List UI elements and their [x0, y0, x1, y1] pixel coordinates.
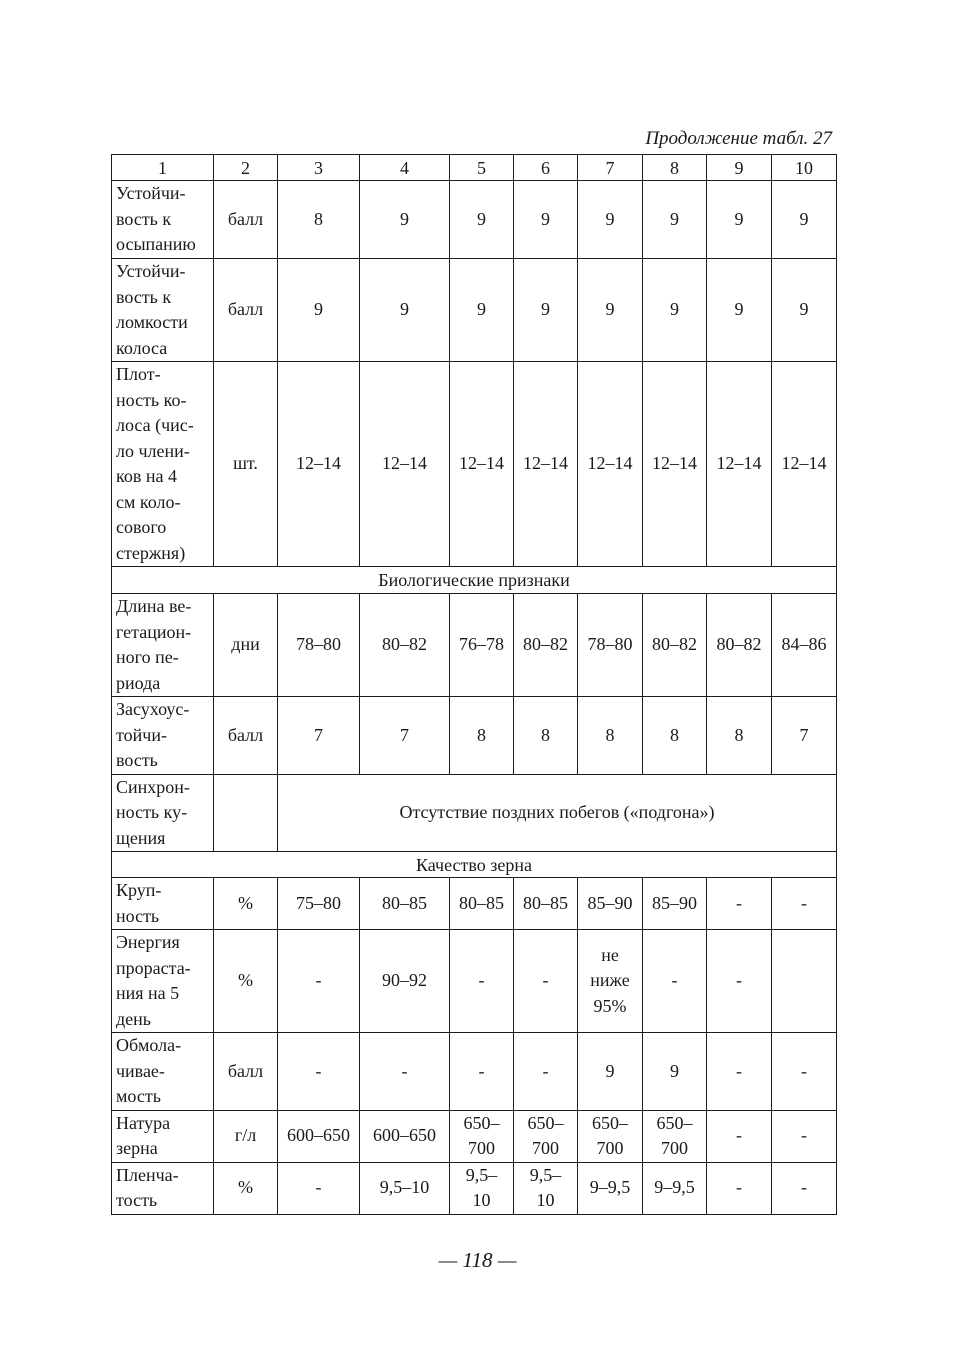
value-cell-text: 9	[799, 208, 809, 229]
value-cell	[578, 362, 643, 567]
header-cell: 3	[278, 155, 360, 181]
value-cell	[278, 697, 360, 775]
value-cell	[514, 697, 578, 775]
value-cell	[450, 1033, 514, 1111]
value-cell-text: -	[736, 1125, 742, 1146]
unit-cell	[214, 259, 278, 362]
header-cell: 7	[578, 155, 643, 181]
value-cell	[707, 878, 772, 930]
value-cell-text: 650– 700	[463, 1112, 500, 1158]
value-cell	[514, 1162, 578, 1214]
table-row	[112, 697, 837, 775]
row-label	[112, 1110, 214, 1162]
value-cell	[643, 1110, 707, 1162]
value-cell	[450, 697, 514, 775]
row-label	[112, 1162, 214, 1214]
value-cell	[772, 697, 837, 775]
value-cell	[278, 594, 360, 697]
value-cell	[772, 181, 837, 259]
table-row	[112, 1110, 837, 1162]
header-cell: 9	[707, 155, 772, 181]
header-cell: 1	[112, 155, 214, 181]
row-label-text: Пленча- тость	[116, 1164, 179, 1210]
value-cell-text: -	[478, 1060, 485, 1081]
value-cell-text: 9	[605, 1060, 615, 1081]
value-cell	[772, 1162, 837, 1214]
value-cell-text: 9	[734, 208, 744, 229]
value-cell	[772, 594, 837, 697]
value-cell	[278, 1033, 360, 1111]
value-cell-text: -	[736, 970, 742, 991]
value-cell-text: 9–9,5	[589, 1177, 631, 1198]
row-label-text: Обмола- чивае- мость	[116, 1035, 182, 1106]
value-cell	[578, 1162, 643, 1214]
merged-value-cell-text: Отсутствие поздних побегов («подгона»)	[399, 802, 715, 822]
value-cell-text: 12–14	[382, 453, 427, 474]
value-cell	[360, 181, 450, 259]
value-cell	[707, 362, 772, 567]
header-cell: 8	[643, 155, 707, 181]
value-cell-text: 9	[314, 299, 323, 320]
value-cell-text: 9	[400, 208, 409, 229]
value-cell	[578, 697, 643, 775]
value-cell-text: -	[478, 970, 485, 991]
value-cell-text: 8	[541, 724, 550, 745]
value-cell-text: 12–14	[652, 453, 697, 474]
row-label	[112, 259, 214, 362]
value-cell-text: 8	[477, 724, 486, 745]
value-cell-text: 7	[799, 724, 809, 745]
value-cell-text: -	[315, 970, 322, 991]
unit-cell-text: балл	[227, 1060, 264, 1081]
section-title	[112, 567, 837, 594]
value-cell	[278, 362, 360, 567]
section-title-text: Качество зерна	[416, 854, 532, 875]
value-cell-text: 9	[477, 299, 486, 320]
value-cell-text: 7	[400, 724, 409, 745]
value-cell-text: -	[736, 892, 742, 913]
value-cell-text: 76–78	[459, 634, 504, 655]
row-label-text: Устойчи- вость к ломкости колоса	[116, 261, 188, 358]
value-cell	[514, 1110, 578, 1162]
row-label	[112, 1033, 214, 1111]
table-row	[112, 362, 837, 567]
table-row	[112, 930, 837, 1033]
value-cell-text: 80–85	[459, 892, 504, 913]
value-cell	[278, 1162, 360, 1214]
value-cell-text: 75–80	[296, 892, 341, 913]
unit-cell-text: балл	[227, 724, 264, 745]
unit-cell	[214, 181, 278, 259]
value-cell-text: 8	[734, 724, 744, 745]
value-cell	[707, 1033, 772, 1111]
value-cell	[578, 878, 643, 930]
row-label	[112, 878, 214, 930]
unit-cell	[214, 1110, 278, 1162]
section-title-text: Биологические признаки	[378, 570, 570, 590]
value-cell-text: 12–14	[781, 453, 827, 474]
value-cell-text: 9	[670, 299, 679, 320]
value-cell-text: -	[315, 1177, 322, 1198]
unit-cell-text: %	[238, 1177, 253, 1198]
value-cell-text: 9–9,5	[654, 1177, 695, 1198]
value-cell	[450, 181, 514, 259]
value-cell-text: 80–85	[382, 892, 427, 913]
value-cell	[643, 1162, 707, 1214]
value-cell-text: 9	[477, 208, 486, 229]
value-cell-text: 84–86	[781, 634, 827, 655]
value-cell	[643, 181, 707, 259]
value-cell-text: 85–90	[652, 892, 697, 913]
value-cell-text: 80–82	[652, 634, 697, 655]
value-cell-text: -	[542, 1060, 549, 1081]
section-title	[112, 852, 837, 878]
value-cell-text: 12–14	[523, 453, 568, 474]
value-cell	[450, 362, 514, 567]
value-cell	[772, 1110, 837, 1162]
row-label-text: Длина ве- гетацион- ного пе- риода	[116, 596, 192, 693]
value-cell-text: 600–650	[373, 1125, 436, 1146]
value-cell-text: -	[542, 970, 549, 991]
row-label	[112, 362, 214, 567]
row-label-text: Энергия прораста- ния на 5 день	[116, 932, 191, 1029]
unit-cell-text: г/л	[234, 1125, 257, 1146]
value-cell	[450, 594, 514, 697]
unit-cell	[214, 697, 278, 775]
value-cell-text: -	[801, 1177, 807, 1198]
value-cell-text: 650– 700	[656, 1112, 693, 1158]
data-table	[111, 154, 837, 1215]
value-cell-text: -	[801, 892, 807, 913]
table-header-row	[112, 155, 837, 181]
row-label-text: Круп- ность	[116, 880, 162, 926]
value-cell	[514, 930, 578, 1033]
row-label-text: Натура зерна	[116, 1112, 171, 1158]
unit-cell-text: %	[238, 970, 253, 991]
value-cell	[360, 1033, 450, 1111]
value-cell	[278, 930, 360, 1033]
value-cell	[360, 1110, 450, 1162]
value-cell-text: 9,5– 10	[465, 1164, 498, 1210]
value-cell	[514, 181, 578, 259]
value-cell	[643, 362, 707, 567]
value-cell	[450, 930, 514, 1033]
table-row	[112, 1033, 837, 1111]
value-cell-text: 9,5–10	[379, 1177, 430, 1198]
value-cell	[643, 930, 707, 1033]
value-cell	[450, 1162, 514, 1214]
value-cell	[578, 1033, 643, 1111]
value-cell	[643, 259, 707, 362]
unit-cell	[214, 1162, 278, 1214]
header-cell: 2	[214, 155, 278, 181]
unit-cell-text: балл	[227, 299, 264, 320]
value-cell-text: -	[736, 1177, 742, 1198]
value-cell-text: 12–14	[716, 453, 762, 474]
value-cell	[643, 878, 707, 930]
table-row	[112, 259, 837, 362]
value-cell	[578, 594, 643, 697]
value-cell-text: 7	[314, 724, 323, 745]
value-cell-text: 600–650	[287, 1125, 350, 1146]
value-cell	[707, 697, 772, 775]
value-cell-text: 12–14	[587, 453, 633, 474]
header-cell: 6	[514, 155, 578, 181]
value-cell	[643, 697, 707, 775]
value-cell-text: 80–82	[716, 634, 762, 655]
row-label	[112, 930, 214, 1033]
value-cell	[514, 878, 578, 930]
table-caption: Продолжение табл. 27	[645, 128, 832, 149]
value-cell-text: 9,5– 10	[529, 1164, 562, 1210]
value-cell	[643, 1033, 707, 1111]
value-cell-text: 8	[670, 724, 679, 745]
value-cell	[643, 594, 707, 697]
unit-cell	[214, 774, 278, 852]
value-cell-text: 80–82	[382, 634, 427, 655]
unit-cell-text: %	[238, 892, 253, 913]
row-label-text: Плот- ность ко- лоса (чис- ло члени- ков на 4 см коло- сового стержня)	[116, 364, 194, 563]
row-label	[112, 774, 214, 852]
row-label	[112, 181, 214, 259]
value-cell	[360, 697, 450, 775]
value-cell	[707, 1110, 772, 1162]
value-cell	[360, 878, 450, 930]
table-row	[112, 181, 837, 259]
value-cell	[278, 259, 360, 362]
unit-cell	[214, 1033, 278, 1111]
unit-cell-text: шт.	[233, 453, 258, 474]
value-cell	[360, 362, 450, 567]
row-label	[112, 697, 214, 775]
value-cell	[578, 930, 643, 1033]
value-cell-text: 9	[734, 299, 744, 320]
value-cell-text: -	[315, 1060, 322, 1081]
value-cell	[360, 930, 450, 1033]
value-cell-text: 650– 700	[592, 1112, 628, 1158]
value-cell	[772, 259, 837, 362]
value-cell	[360, 259, 450, 362]
table-row	[112, 878, 837, 930]
header-cell: 5	[450, 155, 514, 181]
value-cell	[578, 1110, 643, 1162]
value-cell-text: -	[671, 970, 678, 991]
value-cell-text: -	[401, 1060, 408, 1081]
value-cell	[772, 362, 837, 567]
value-cell	[514, 259, 578, 362]
value-cell-text: 9	[670, 1060, 679, 1081]
value-cell-text: 90–92	[382, 970, 427, 991]
value-cell-text: 9	[541, 208, 550, 229]
value-cell-text: -	[801, 1060, 807, 1081]
value-cell	[360, 594, 450, 697]
unit-cell-text: дни	[231, 634, 260, 655]
value-cell	[360, 1162, 450, 1214]
value-cell	[278, 878, 360, 930]
value-cell-text: 650– 700	[527, 1112, 564, 1158]
row-label-text: Устойчи- вость к осыпанию	[116, 183, 196, 254]
value-cell	[450, 878, 514, 930]
table-row	[112, 1162, 837, 1214]
value-cell-text: не ниже 95%	[590, 944, 630, 1016]
value-cell-text: 9	[605, 208, 615, 229]
unit-cell-text: балл	[227, 208, 264, 229]
value-cell-text: 12–14	[459, 453, 504, 474]
value-cell-text: 9	[670, 208, 679, 229]
value-cell-text: 9	[605, 299, 615, 320]
value-cell-text: 80–85	[523, 892, 568, 913]
value-cell-text: 9	[799, 299, 809, 320]
header-cell: 10	[772, 155, 837, 181]
unit-cell	[214, 878, 278, 930]
row-label-text: Засухоус- тойчи- вость	[116, 699, 190, 770]
value-cell	[707, 594, 772, 697]
value-cell	[772, 1033, 837, 1111]
value-cell-text: 9	[541, 299, 550, 320]
value-cell	[278, 1110, 360, 1162]
value-cell	[450, 259, 514, 362]
value-cell	[707, 181, 772, 259]
page-number: — 118 —	[438, 1248, 517, 1272]
value-cell	[772, 878, 837, 930]
value-cell	[514, 362, 578, 567]
value-cell	[707, 1162, 772, 1214]
section-row	[112, 852, 837, 878]
value-cell	[707, 930, 772, 1033]
value-cell	[772, 930, 837, 1033]
row-label	[112, 594, 214, 697]
header-cell: 4	[360, 155, 450, 181]
value-cell	[578, 259, 643, 362]
value-cell-text: 12–14	[296, 453, 341, 474]
value-cell-text: 78–80	[296, 634, 341, 655]
value-cell-text: -	[801, 1125, 807, 1146]
unit-cell	[214, 594, 278, 697]
value-cell	[450, 1110, 514, 1162]
value-cell-text: -	[736, 1060, 742, 1081]
unit-cell	[214, 930, 278, 1033]
value-cell-text: 8	[314, 208, 323, 229]
value-cell-text: 80–82	[523, 634, 568, 655]
value-cell	[514, 1033, 578, 1111]
value-cell-text: 8	[605, 724, 615, 745]
value-cell-text: 78–80	[587, 634, 633, 655]
value-cell-text: 85–90	[587, 892, 633, 913]
value-cell	[514, 594, 578, 697]
table-row	[112, 594, 837, 697]
value-cell-text: 9	[400, 299, 409, 320]
row-label-text: Синхрон- ность ку- щения	[116, 776, 190, 848]
value-cell	[578, 181, 643, 259]
section-row	[112, 567, 837, 594]
value-cell	[278, 181, 360, 259]
merged-value-cell	[278, 774, 837, 852]
table-row	[112, 774, 837, 852]
unit-cell	[214, 362, 278, 567]
value-cell	[707, 259, 772, 362]
